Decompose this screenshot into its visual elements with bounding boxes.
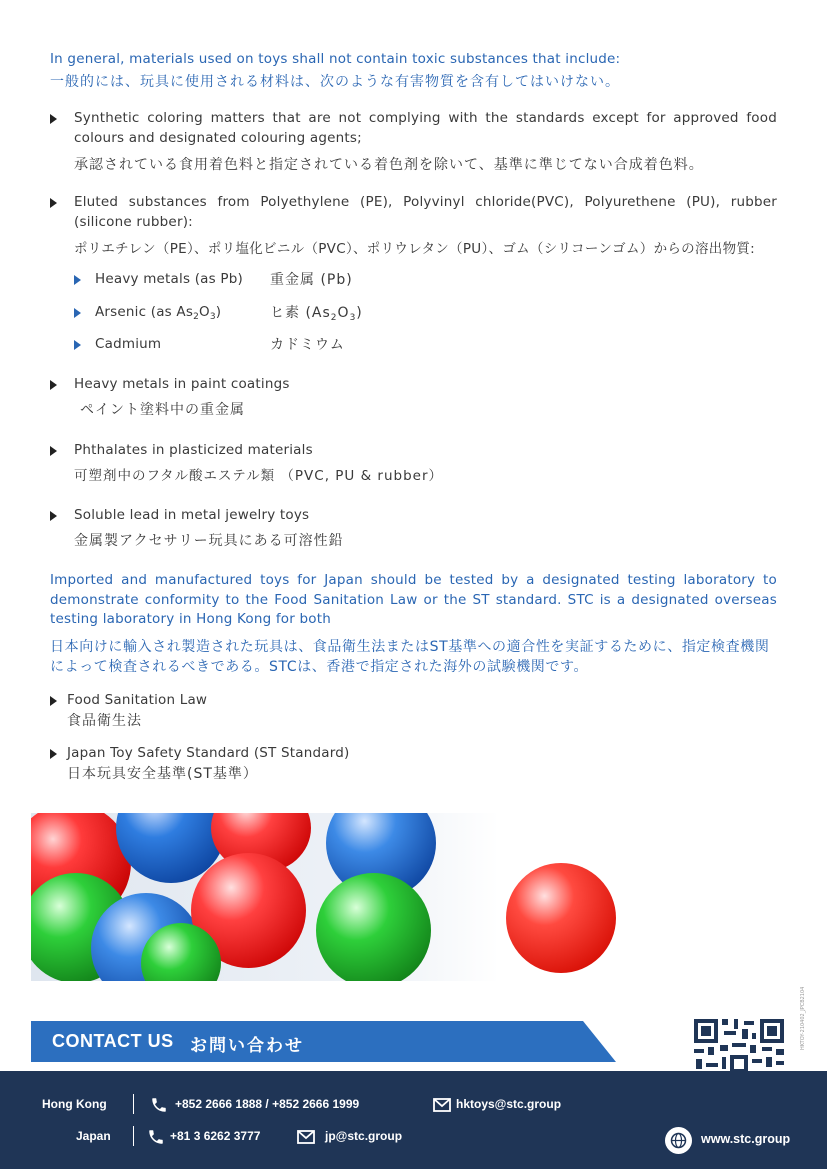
standard-jp: 食品衛生法 <box>67 713 142 729</box>
divider <box>133 1094 134 1114</box>
bullet-icon <box>50 696 57 706</box>
bullet-icon <box>50 114 57 124</box>
standard-en: Food Sanitation Law <box>67 692 208 708</box>
standard-jp: 日本玩具安全基準(ST基準） <box>67 766 258 782</box>
intro-en: In general, materials used on toys shall not contain toxic substances that include: <box>50 51 621 67</box>
footer <box>0 1071 827 1169</box>
bullet-icon <box>74 340 81 350</box>
mail-icon <box>433 1097 451 1116</box>
item-en: Eluted substances from Polyethylene (PE), Polyvinyl chloride(PVC), Polyurethene (PU), rubber (silicone rubber): <box>74 194 777 230</box>
jp-label: Japan <box>76 1129 111 1143</box>
toy-balls-image <box>31 813 655 981</box>
subitem-jp: カドミウム <box>270 337 345 353</box>
item-jp: ペイント塗料中の重金属 <box>80 402 245 418</box>
divider <box>133 1126 134 1146</box>
subitem-en: Arsenic (as $As_2O_3$) <box>95 304 222 322</box>
subitem-jp: ヒ素 $(As_2O_3)$ <box>270 305 363 323</box>
intro-jp: 一般的には、玩具に使用される材料は、次のような有害物質を含有してはいけない。 <box>50 74 620 90</box>
bullet-icon <box>50 749 57 759</box>
item-jp: ポリエチレン（PE）、ポリ塩化ビニル（PVC）、ポリウレタン（PU）、ゴム（シリコーンゴム）からの溶出物質: <box>74 241 756 257</box>
item-en: Soluble lead in metal jewelry toys <box>74 507 310 523</box>
bullet-icon <box>74 308 81 318</box>
bullet-icon <box>50 380 57 390</box>
item-jp: 金属製アクセサリー玩具にある可溶性鉛 <box>74 533 344 549</box>
contact-title: CONTACT US <box>52 1031 174 1051</box>
phone-icon <box>150 1096 168 1118</box>
subitem-en: Cadmium <box>95 336 162 352</box>
subitem-en: Heavy metals (as Pb) <box>95 271 243 287</box>
phone-icon <box>147 1128 165 1150</box>
hk-phone[interactable]: +852 2666 1888 / +852 2666 1999 <box>175 1097 360 1111</box>
globe-icon <box>665 1127 692 1154</box>
item-jp: 可塑剤中のフタル酸エステル類 （PVC, PU & rubber） <box>74 468 444 484</box>
hk-label: Hong Kong <box>42 1097 107 1111</box>
jp-email[interactable]: jp@stc.group <box>325 1129 403 1143</box>
jp-phone[interactable]: +81 3 6262 3777 <box>170 1129 261 1143</box>
item-en: Synthetic coloring matters that are not complying with the standards except for approved food colours and designated colouring agents; <box>74 110 777 146</box>
item-jp: 承認されている食用着色料と指定されている着色剤を除いて、基準に準じてない合成着色料。 <box>74 157 704 173</box>
contact-title-jp: お問い合わせ <box>190 1036 304 1056</box>
standard-en: Japan Toy Safety Standard (ST Standard) <box>67 745 350 761</box>
hk-email[interactable]: hktoys@stc.group <box>456 1097 562 1111</box>
item-en: Heavy metals in paint coatings <box>74 376 290 392</box>
document-code: HKTOY-210402_JPCB2104 <box>800 986 806 1050</box>
bullet-icon <box>50 446 57 456</box>
item-en: Phthalates in plasticized materials <box>74 442 313 458</box>
statement-jp: 日本向けに輸入され製造された玩具は、食品衛生法またはST基準への適合性を実証するために、指定検査機関によって検査されるべきである。STCは、香港で指定された海外の試験機関です。 <box>50 639 770 675</box>
bullet-icon <box>50 198 57 208</box>
website-link[interactable]: www.stc.group <box>701 1132 791 1146</box>
subitem-jp: 重金属 (Pb) <box>270 272 353 288</box>
bullet-icon <box>74 275 81 285</box>
bullet-icon <box>50 511 57 521</box>
mail-icon <box>297 1129 315 1148</box>
statement-en: Imported and manufactured toys for Japan should be tested by a designated testing laboratory to demonstrate conformity to the Food Sanitation Law or the ST standard. STC is a designated overseas testing laboratory in Hong Kong for both <box>50 572 777 627</box>
